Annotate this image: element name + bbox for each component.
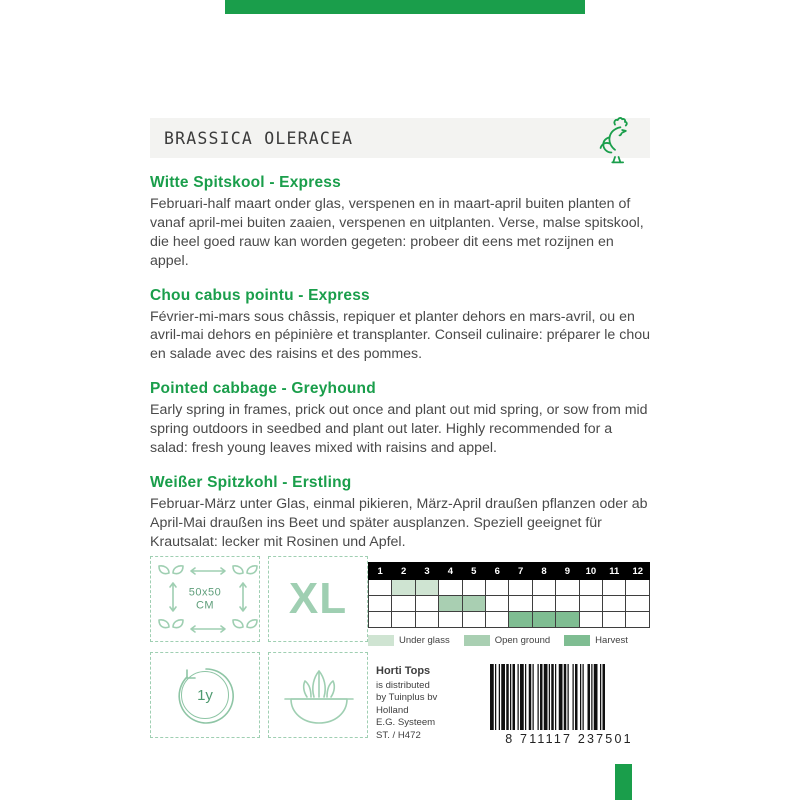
- legend-item-under-glass: [368, 635, 450, 646]
- calendar-legend: [368, 635, 650, 646]
- barcode-bars: [488, 664, 650, 730]
- calendar-cell: [392, 580, 415, 596]
- description-title-de: Weißer Spitzkohl - Erstling: [150, 473, 352, 491]
- calendar-cell: [415, 580, 438, 596]
- calendar-cell: [486, 580, 509, 596]
- legend-label-harvest: Harvest: [595, 635, 628, 646]
- panel-lifecycle: [150, 652, 260, 738]
- calendar-cell: [439, 612, 462, 628]
- calendar-cell: [532, 612, 555, 628]
- lifecycle-label: 1y: [181, 671, 229, 719]
- calendar-cell: [486, 612, 509, 628]
- sowing-calendar: [368, 562, 650, 646]
- description-block-nl: [150, 174, 650, 271]
- brand-line: ST. / H472: [376, 730, 421, 742]
- calendar-month: 11: [603, 563, 626, 580]
- brand-line: is distributed: [376, 679, 430, 691]
- calendar-month: 4: [439, 563, 462, 580]
- calendar-cell: [579, 612, 602, 628]
- calendar-cell: [392, 612, 415, 628]
- calendar-cell: [439, 580, 462, 596]
- calendar-cell: [439, 596, 462, 612]
- rooster-icon: [588, 112, 642, 166]
- salad-bowl-icon: [269, 653, 369, 739]
- calendar-month: 10: [579, 563, 602, 580]
- calendar-cell: [462, 580, 485, 596]
- legend-label-open-ground: Open ground: [494, 635, 551, 646]
- description-title-en: Pointed cabbage - Greyhound: [150, 380, 376, 398]
- calendar-cell: [556, 580, 579, 596]
- plant-spacing-label: [189, 586, 221, 611]
- calendar-cell: [509, 596, 532, 612]
- calendar-cell: [392, 596, 415, 612]
- description-block-en: [150, 380, 650, 458]
- brand-line: by Tuinplus bv: [376, 692, 438, 704]
- brand-line: Holland: [376, 704, 409, 716]
- calendar-cell: [556, 596, 579, 612]
- panel-harvest-use: [268, 652, 368, 738]
- calendar-cell: [626, 596, 650, 612]
- calendar-cell: [556, 612, 579, 628]
- latin-name-bar: [150, 118, 650, 158]
- brand-info: [376, 664, 437, 743]
- description-block-de: [150, 474, 650, 552]
- calendar-month: 9: [556, 563, 579, 580]
- calendar-cell: [509, 580, 532, 596]
- description-title-fr: Chou cabus pointu - Express: [150, 286, 370, 304]
- legend-item-harvest: [564, 635, 628, 646]
- description-body-nl: Februari-half maart onder glas, verspenen en in maart-april buiten planten of vanaf april-mei buiten zaaien, verspenen en uitplanten. Verse, malse spitskool, die heel goed rauw kan worden gegeten: probeer dit eens met rozijnen en appel.: [150, 196, 644, 269]
- top-green-bar: [225, 0, 585, 14]
- panel-plant-spacing: [150, 556, 260, 642]
- panel-packet-size: [268, 556, 368, 642]
- legend-swatch-under-glass: [368, 635, 394, 646]
- calendar-cell: [369, 580, 392, 596]
- calendar-cell: [579, 580, 602, 596]
- legend-swatch-open-ground: [464, 635, 490, 646]
- calendar-row-under-glass: [369, 580, 650, 596]
- brand-name: Horti Tops: [376, 665, 431, 677]
- calendar-cell: [415, 596, 438, 612]
- calendar-cell: [415, 612, 438, 628]
- description-title-nl: Witte Spitskool - Express: [150, 174, 341, 191]
- calendar-cell: [462, 612, 485, 628]
- description-block-fr: [150, 287, 650, 365]
- calendar-body: [369, 580, 650, 628]
- legend-label-under-glass: Under glass: [399, 635, 450, 646]
- calendar-cell: [579, 596, 602, 612]
- calendar-month: 5: [462, 563, 485, 580]
- calendar-month: 1: [369, 563, 392, 580]
- calendar-cell: [532, 596, 555, 612]
- calendar-month: 6: [486, 563, 509, 580]
- calendar-month: 3: [415, 563, 438, 580]
- description-body-en: Early spring in frames, prick out once and plant out mid spring, or sow from mid spring outdoors in seedbed and plant out later. Highly recommended for a salad: fresh young leaves mixed with raisins and appel.: [150, 402, 648, 456]
- packet-size-label: XL: [288, 574, 348, 623]
- plant-spacing-unit: CM: [195, 599, 215, 611]
- description-body-fr: Février-mi-mars sous châssis, repiquer et planter dehors en mars-avril, ou en avril-mai dehors en pépinière et transplanter. Conseil culinaire: préparer le chou en salade avec des raisins et des pommes.: [150, 308, 650, 363]
- bottom-green-mark: [615, 764, 632, 800]
- calendar-cell: [532, 580, 555, 596]
- calendar-header-row: [369, 563, 650, 580]
- calendar-cell: [509, 612, 532, 628]
- brand-line: E.G. Systeem: [376, 717, 436, 729]
- calendar-cell: [626, 580, 650, 596]
- calendar-cell: [603, 580, 626, 596]
- calendar-cell: [486, 596, 509, 612]
- calendar-table: [368, 562, 650, 628]
- calendar-cell: [369, 612, 392, 628]
- barcode: [488, 664, 650, 746]
- calendar-month: 2: [392, 563, 415, 580]
- legend-swatch-harvest: [564, 635, 590, 646]
- calendar-row-open-ground: [369, 596, 650, 612]
- description-body-de: Februar-März unter Glas, einmal pikieren, März-April draußen pflanzen oder ab April-Mai draußen ins Beet und später ausplanzen. Speziell geeignet für Krautsalat: lecker mit Rosinen und Apfel.: [150, 495, 648, 550]
- calendar-cell: [603, 612, 626, 628]
- barcode-digits: 8 711117 237501: [505, 732, 633, 746]
- calendar-cell: [462, 596, 485, 612]
- calendar-row-harvest: [369, 612, 650, 628]
- calendar-month: 8: [532, 563, 555, 580]
- calendar-month: 7: [509, 563, 532, 580]
- text-content: [150, 118, 650, 551]
- calendar-cell: [603, 596, 626, 612]
- legend-item-open-ground: [464, 635, 550, 646]
- latin-name: BRASSICA OLERACEA: [164, 128, 354, 148]
- calendar-month: 12: [626, 563, 650, 580]
- calendar-cell: [369, 596, 392, 612]
- calendar-cell: [626, 612, 650, 628]
- plant-spacing-value: 50x50: [188, 586, 222, 599]
